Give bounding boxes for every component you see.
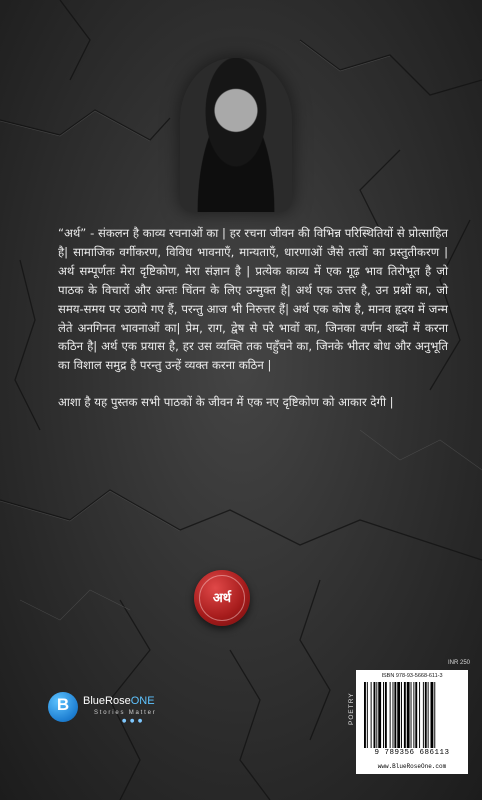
barcode-bar	[367, 682, 368, 748]
barcode-bar	[390, 682, 391, 748]
blurb-paragraph-2: आशा है यह पुस्तक सभी पाठकों के जीवन में एक नए दृष्टिकोण को आकार देगी |	[58, 395, 394, 410]
isbn-label: ISBN 978-93-5668-611-3	[381, 673, 443, 679]
publisher-logo-letter: B	[56, 695, 70, 714]
genre-label: POETRY	[348, 692, 355, 725]
barcode-bar	[401, 682, 402, 748]
barcode-bar	[425, 682, 427, 748]
social-icons: ● ● ●	[122, 718, 144, 724]
barcode-bar	[415, 682, 417, 748]
barcode-bar	[411, 682, 412, 748]
publisher-name	[83, 695, 155, 707]
barcode-bar	[374, 682, 376, 748]
barcode-bar	[434, 682, 435, 748]
barcode-bar	[419, 682, 420, 748]
price-label: INR 250	[448, 660, 471, 666]
publisher-name-accent: ONE	[130, 695, 155, 707]
seal-title: अर्थ	[212, 591, 232, 606]
barcode-bar	[431, 682, 434, 748]
barcode-bar	[383, 682, 384, 748]
barcode-bar	[428, 682, 429, 748]
blurb-paragraph-1: “अर्थ” - संकलन है काव्य रचनाओं का | हर रचना जीवन की विभिन्न परिस्थितियों से प्रोत्साहित है| सामाजिक वर्गीकरण, विविध भावनाएँ, मान्यताएँ, धारणाओं जैसे तत्वों का प्रस्तुतीकरण | अर्थ सम्पूर्णतः मेरा दृष्टिकोण, मेरा संज्ञान है | प्रत्येक काव्य में एक गूढ़ भाव तिरोभूत है जो पाठक के विचारों और अन्तः चिंतन के लिए उन्मुक्त है| अर्थ एक उत्तर है, उन प्रश्नों का, जो समय-समय पर उठाये गए हैं, परन्तु आज भी निरुत्तर हैं| अर्थ एक कोष है, मानव हृदय में जन्म लेते अनगिनत भावनाओं का| प्रेम, राग, द्वेष से परे भावों का, जिनका वर्णन शब्दों में करना कठिन है| अर्थ एक प्रयास है, हर उस व्यक्ति तक पहुँचने का, जिनके भीतर बोध और अनुभूति का विशाल समुद्र है परन्तु उन्हें व्यक्त करना कठिन |	[58, 226, 448, 373]
barcode-bar	[364, 682, 366, 748]
barcode-bar	[404, 682, 406, 748]
barcode-bar	[385, 682, 387, 748]
publisher-tagline: Stories Matter	[94, 710, 157, 716]
isbn-barcode	[356, 670, 468, 774]
barcode-bars	[364, 682, 460, 748]
barcode-bar	[394, 682, 396, 748]
wax-seal-emblem	[194, 570, 250, 626]
publisher-website: www.BlueRoseOne.com	[377, 763, 447, 770]
barcode-bar	[376, 682, 377, 748]
barcode-bar	[393, 682, 394, 748]
barcode-bar	[378, 682, 381, 748]
publisher-logo	[48, 690, 218, 726]
barcode-bar	[397, 682, 400, 748]
publisher-name-main: BlueRose	[83, 695, 131, 707]
barcode-bar	[423, 682, 424, 748]
barcode-bar	[407, 682, 410, 748]
back-cover-blurb	[58, 224, 448, 412]
author-photo	[180, 58, 292, 212]
barcode-bar	[371, 682, 372, 748]
barcode-bar	[413, 682, 414, 748]
isbn-digits: 9 789356 686113	[374, 749, 450, 757]
